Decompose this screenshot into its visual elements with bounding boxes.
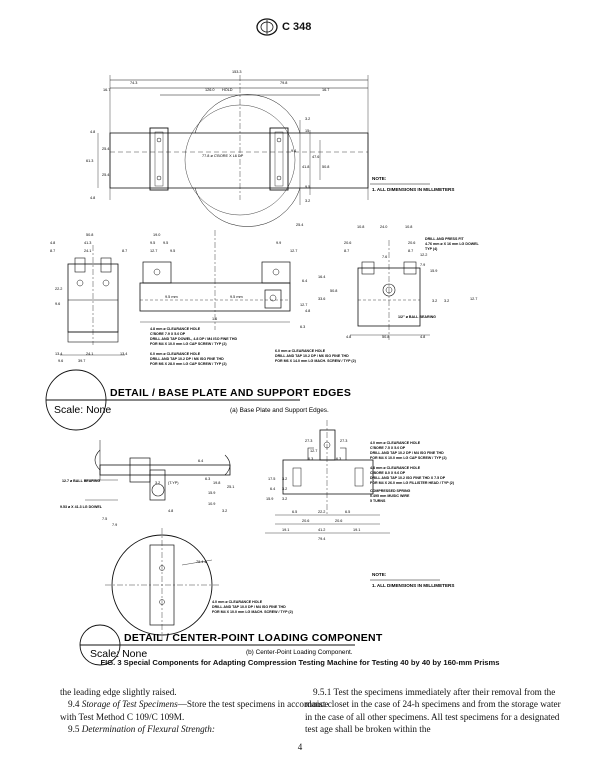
- callout-6d: FOR M4 X 10.0 mm LG CAP SCREW / TYP (2): [370, 456, 447, 460]
- dim-p241: 24.1: [84, 249, 92, 253]
- dim-c198: 19.8: [213, 481, 221, 485]
- dim-254a: 25.4: [102, 147, 110, 151]
- dim-r87b: 8.7: [408, 249, 414, 253]
- dim-m127b: 12.7: [290, 249, 298, 253]
- detail-a-scale: Scale: None: [54, 404, 112, 416]
- dim-t32c: 3.2: [282, 497, 288, 501]
- callout-7d: FOR M4 X 26.0 mm LG FILLISTER HEAD / TYP (2): [370, 481, 455, 485]
- dim-cir794: 79.4 ø: [196, 560, 207, 564]
- note-title-a: NOTE:: [372, 176, 387, 181]
- dim-48a: 4.8: [90, 130, 96, 134]
- dim-m48: 4.8: [305, 309, 311, 313]
- dim-95: 9.5: [305, 185, 311, 189]
- dim-t206b: 20.6: [335, 519, 343, 523]
- dim-r127: 12.7: [470, 297, 478, 301]
- figure-caption: FIG. 3 Special Components for Adapting Compression Testing Machine for Testing 40 by 40 by 160-mm Prisms: [100, 658, 500, 667]
- callout-3c: FOR M6 X 14.0 mm LG MACH. SCREW / TYP (2): [275, 359, 356, 363]
- dim-508: 50.8: [322, 165, 330, 169]
- dim-r108: 10.8: [357, 225, 365, 229]
- dim-overall: 153.3: [232, 70, 242, 74]
- paragraph: the leading edge slightly raised.: [60, 687, 177, 697]
- dim-p413: 41.3: [84, 241, 92, 245]
- dim-t222: 22.2: [318, 510, 326, 514]
- dim-t63b: 6.3: [336, 457, 342, 461]
- detail-a-caption: (a) Base Plate and Support Edges.: [230, 407, 329, 414]
- dim-r79: 7.9: [420, 263, 426, 267]
- dim-cttp: (T.YP): [168, 481, 179, 485]
- dim-32b: 3.2: [305, 199, 311, 203]
- callout-8a: COMPRESSED SPRING: [370, 489, 411, 493]
- callout-1d: FOR M4 X 10.0 mm LG CAP SCREW / TYP (2): [150, 342, 227, 346]
- dim-r122: 12.2: [420, 253, 428, 257]
- dim-m508: 50.8: [330, 289, 338, 293]
- dim-m190: 19.0: [153, 233, 161, 237]
- callout-6a: 4.0 mm ø CLEARANCE HOLE: [370, 441, 421, 445]
- dim-m95mm2: 9.5 mm: [230, 295, 243, 299]
- dim-t65: 6.5: [292, 510, 298, 514]
- paragraph-9-5: [60, 723, 330, 735]
- dim-t175: 17.5: [268, 477, 276, 481]
- dim-cbore: 77.8 ø C'BORE X L6 DP: [202, 154, 244, 158]
- paragraph-9-5-1: 9.5.1 Test the specimens immediately after their removal from the moist closet in the case of 24-h specimens and from the storage water in the case of all other specimens. All test specimens for a designated test age shall be broken within the: [305, 687, 561, 735]
- dim-32a: 3.2: [305, 117, 311, 121]
- section-heading: Storage of Test Specimens: [81, 699, 178, 710]
- callout-1c: DRILL AND TAP DOWEL, 4.8 DP / M4 ISO FINE THD: [150, 337, 238, 341]
- detail-a-title: DETAIL / BASE PLATE AND SUPPORT EDGES: [110, 387, 352, 399]
- dim-m95b: 9.5: [163, 241, 169, 245]
- callout-3b: DRILL AND TAP 10.2 DP / M6 ISO FINE THD: [275, 354, 349, 358]
- dim-r240: 24.0: [380, 225, 388, 229]
- dim-c109: 10.9: [208, 502, 216, 506]
- dim-m127: 12.7: [150, 249, 158, 253]
- dim-p48: 4.8: [50, 241, 56, 245]
- dim-t191: 19.1: [282, 528, 290, 532]
- dim-r76: 7.6: [382, 255, 388, 259]
- dim-t159: 15.9: [266, 497, 274, 501]
- callout-2c: FOR M6 X 28.0 mm LG CAP SCREW / TYP (2): [150, 362, 227, 366]
- callout-1b: C'BORE 7.9 X 5.0 DP: [150, 332, 186, 336]
- callout-2a: 6.0 mm ø CLEARANCE HOLE: [150, 352, 201, 356]
- dim-15: 15: [305, 129, 310, 133]
- dim-1260: 126.0: [205, 88, 215, 92]
- callout-11c: FOR M4 X 10.0 mm LG MACH. SCREW / TYP (2): [212, 610, 293, 614]
- callout-2b: DRILL AND TAP 10.2 DP / M6 ISO FINE THD: [150, 357, 224, 361]
- dim-94: 9.4: [291, 149, 297, 153]
- callout-1a: 4.8 mm ø CLEARANCE HOLE: [150, 327, 201, 331]
- dim-t65b: 6.5: [345, 510, 351, 514]
- dim-48b: 4.8: [90, 196, 96, 200]
- dim-c64: 6.4: [198, 459, 204, 463]
- dim-c48: 4.8: [168, 509, 174, 513]
- dim-p96b: 9.6: [58, 359, 64, 363]
- detail-b-scale: Scale: None: [90, 648, 148, 660]
- callout-4b: 4.76 mm ø X 16 mm LG DOWEL: [425, 242, 479, 246]
- dim-r32: 3.2: [432, 299, 438, 303]
- dim-418: 41.8: [302, 165, 310, 169]
- dim-p508: 50.8: [86, 233, 94, 237]
- dim-c251: 25.1: [227, 485, 235, 489]
- dim-t191b: 19.1: [353, 528, 361, 532]
- paragraph-9-4: [60, 698, 330, 723]
- dim-p96: 9.6: [55, 302, 61, 306]
- dim-p222: 22.2: [55, 287, 63, 291]
- callout-10: 9.53 ø X 41.3 LG DOWEL: [60, 505, 102, 509]
- section-text: —Store the test specimens in accordance with Test Method C 109/C 109M.: [60, 699, 329, 722]
- dim-m99: 9.9: [276, 241, 282, 245]
- dim-476: 47.6: [312, 155, 320, 159]
- dim-t63: 6.3: [308, 457, 314, 461]
- note-text-b: 1. ALL DIMENSIONS IN MILLIMETERS: [372, 583, 455, 588]
- dim-r87: 8.7: [344, 249, 350, 253]
- dim-p134b: 13.4: [120, 352, 128, 356]
- note-title-b: NOTE:: [372, 572, 387, 577]
- dim-t794: 79.4: [318, 537, 326, 541]
- dim-r206: 20.6: [344, 241, 352, 245]
- dim-p241b: 24.1: [86, 352, 94, 356]
- dim-r108b: 10.8: [405, 225, 413, 229]
- dim-c32: 3.2: [155, 481, 161, 485]
- callout-4c: TYP (4): [425, 247, 438, 251]
- detail-b-title: DETAIL / CENTER-POINT LOADING COMPONENT: [124, 632, 383, 644]
- dim-m164: 16.4: [318, 275, 326, 279]
- dim-743: 74.3: [130, 81, 138, 85]
- detail-b-caption: (b) Center-Point Loading Component.: [246, 649, 353, 656]
- dim-r159: 15.9: [430, 269, 438, 273]
- dim-r206b: 20.6: [408, 241, 416, 245]
- dim-p397: 39.7: [78, 359, 86, 363]
- callout-4a: DRILL AND PRESS FIT: [425, 237, 464, 241]
- dim-p134: 13.4: [55, 352, 63, 356]
- dim-t273b: 27.3: [340, 439, 348, 443]
- dim-m127c: 12.7: [300, 303, 308, 307]
- dim-798: 79.8: [280, 81, 288, 85]
- dim-r48: 4.8: [346, 335, 352, 339]
- dim-167a: 16.7: [103, 88, 111, 92]
- dim-c79: 7.9: [112, 523, 118, 527]
- callout-3a: 6.0 mm ø CLEARANCE HOLE: [275, 349, 326, 353]
- dim-m336: 33.6: [318, 297, 326, 301]
- callout-11b: DRILL AND TAP 10.0 DP / M4 ISO FINE THD: [212, 605, 286, 609]
- dim-m64: 6.4: [302, 279, 308, 283]
- section-heading: Determination of Flexural Strength:: [81, 724, 215, 735]
- dim-m95a: 9.5: [150, 241, 156, 245]
- dim-p87b: 8.7: [122, 249, 128, 253]
- body-column-right: [305, 686, 567, 736]
- dim-r508: 50.8: [382, 335, 390, 339]
- page-number: 4: [297, 742, 303, 752]
- callout-7a: 4.8 mm ø CLEARANCE HOLE: [370, 466, 421, 470]
- dim-t412: 41.2: [318, 528, 326, 532]
- dim-c32b: 3.2: [222, 509, 228, 513]
- dim-m63: 6.3: [300, 325, 306, 329]
- callout-8b: 0.495 mm MUSIC WIRE: [370, 494, 410, 498]
- dim-613: 61.3: [86, 159, 94, 163]
- dim-t32b: 3.2: [282, 487, 288, 491]
- dim-m254: 25.4: [296, 223, 304, 227]
- dim-hold: HOLD: [222, 88, 233, 92]
- dim-t64: 6.4: [270, 487, 276, 491]
- dim-m16: 1.6: [212, 317, 218, 321]
- dim-t32: 3.2: [282, 477, 288, 481]
- dim-p87: 8.7: [50, 249, 56, 253]
- dim-254b: 25.4: [102, 173, 110, 177]
- callout-6c: DRILL AND TAP 10.2 DP / M4 ISO FINE THD: [370, 451, 444, 455]
- callout-5: 1/2" ø BALL BEARING: [398, 315, 436, 319]
- callout-11a: 4.0 mm ø CLEARANCE HOLE: [212, 600, 263, 604]
- callout-9: 12.7 ø BALL BEARING: [62, 479, 101, 483]
- callout-7c: DRILL AND TAP 10.2 ISO FINE THD X 7.5 DP: [370, 476, 446, 480]
- note-text-a: 1. ALL DIMENSIONS IN MILLIMETERS: [372, 187, 455, 192]
- dim-c75: 7.5: [102, 517, 108, 521]
- dim-r32b: 3.2: [444, 299, 450, 303]
- section-number: 9.4: [68, 699, 80, 710]
- dim-t273: 27.3: [305, 439, 313, 443]
- dim-m95mm: 9.5 mm: [165, 295, 178, 299]
- dim-c63: 6.3: [205, 477, 211, 481]
- dim-r48b: 4.8: [420, 335, 426, 339]
- callout-6b: C'BORE 7.5 X 5.0 DP: [370, 446, 406, 450]
- dim-c159: 15.9: [208, 491, 216, 495]
- dim-t206: 20.6: [302, 519, 310, 523]
- callout-7b: C'BORE 8.0 X 9.6 DP: [370, 471, 406, 475]
- callout-8c: 5 TURNS: [370, 499, 386, 503]
- standard-code: C 348: [282, 21, 312, 33]
- dim-t127: 12.7: [310, 449, 318, 453]
- dim-m95c: 9.5: [170, 249, 176, 253]
- body-column-left: [60, 686, 330, 736]
- dim-167b: 16.7: [322, 88, 330, 92]
- section-number: 9.5: [68, 724, 80, 735]
